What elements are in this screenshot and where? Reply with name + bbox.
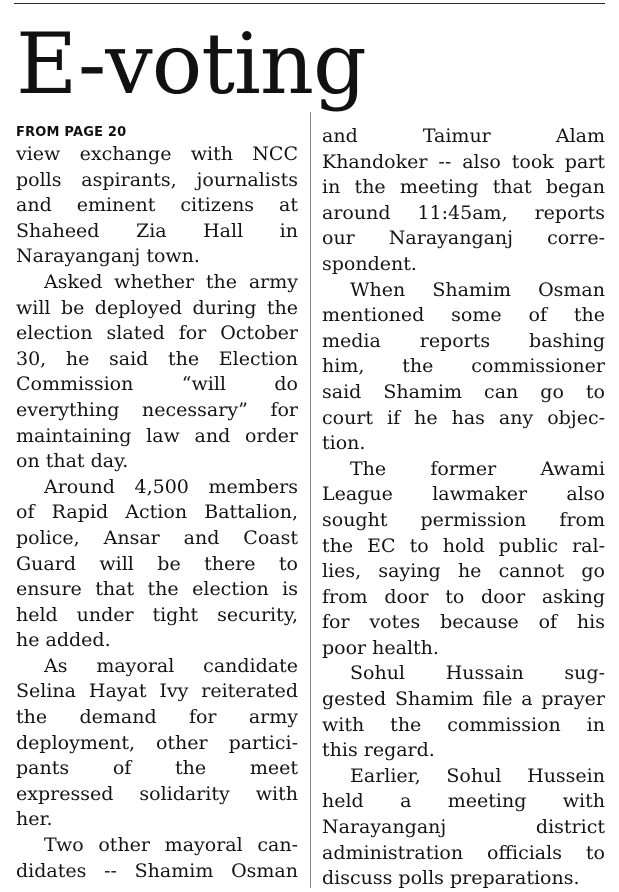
body-text-line: election slated for October bbox=[16, 322, 298, 345]
column-divider bbox=[310, 112, 311, 888]
body-text-line: held a meeting with bbox=[322, 790, 605, 813]
body-text-line: Asked whether the army bbox=[44, 270, 298, 293]
body-text-line: on that day. bbox=[16, 450, 129, 473]
body-text-line: said Shamim can go to bbox=[322, 380, 605, 403]
body-text-line: Commission “will do bbox=[16, 373, 298, 396]
body-text-line: and Taimur Alam bbox=[322, 125, 605, 147]
body-text-line: media reports bashing bbox=[322, 329, 605, 352]
body-text-line: Sohul Hussain sug- bbox=[350, 662, 605, 685]
body-text-line: Narayanganj district bbox=[322, 816, 605, 839]
article-column-right bbox=[322, 124, 605, 892]
body-text-line: from door to door asking bbox=[322, 585, 605, 608]
body-text-line: of Rapid Action Battalion, bbox=[16, 501, 298, 524]
body-text-line: spondent. bbox=[322, 252, 417, 275]
body-text-line: The former Awami bbox=[350, 457, 605, 480]
body-text-line: held under tight security, bbox=[16, 603, 298, 626]
body-text-line: him, the commissioner bbox=[322, 355, 605, 378]
body-text-line: the demand for army bbox=[16, 706, 298, 729]
body-text-line: When Shamim Osman bbox=[350, 278, 605, 301]
body-text-line: Shaheed Zia Hall in bbox=[16, 219, 298, 242]
body-text-line: Two other mayoral can- bbox=[44, 834, 298, 857]
article-column-left bbox=[16, 124, 298, 884]
body-text-line: Khandoker -- also took part bbox=[322, 150, 605, 173]
body-text-line: lies, saying he cannot go bbox=[322, 560, 605, 583]
body-text-line: poor health. bbox=[322, 636, 439, 659]
body-text-line: didates -- Shamim Osman bbox=[16, 859, 298, 882]
body-text-line: ensure that the election is bbox=[16, 578, 298, 601]
body-text-line: police, Ansar and Coast bbox=[16, 526, 298, 549]
body-text-line: 30, he said the Election bbox=[16, 347, 298, 370]
body-text-line: in the meeting that began bbox=[322, 176, 605, 199]
body-text-line: expressed solidarity with bbox=[16, 782, 298, 805]
top-rule bbox=[14, 3, 605, 4]
body-text-line: tion. bbox=[322, 432, 366, 455]
body-text-line: he added. bbox=[16, 629, 111, 652]
jump-label: FROM PAGE 20 bbox=[16, 125, 127, 140]
body-text-line: sought permission from bbox=[322, 508, 605, 531]
body-text-line: gested Shamim file a prayer bbox=[322, 688, 605, 711]
body-text-line: pants of the meet bbox=[16, 757, 298, 780]
body-text-line: mentioned some of the bbox=[322, 304, 605, 327]
body-text-line: this regard. bbox=[322, 739, 435, 762]
body-text-line: court if he has any objec- bbox=[322, 406, 605, 429]
body-text-line: will be deployed during the bbox=[16, 296, 298, 319]
body-text-line: Selina Hayat Ivy reiterated bbox=[16, 680, 298, 703]
body-text-line: deployment, other partici- bbox=[16, 731, 298, 754]
body-text-line: Narayanganj town. bbox=[16, 245, 200, 268]
body-text-line: the EC to hold public ral- bbox=[322, 534, 605, 557]
body-text-line: view exchange with NCC bbox=[16, 143, 298, 165]
body-text-line: League lawmaker also bbox=[322, 483, 605, 506]
body-text-line: our Narayanganj corre- bbox=[322, 227, 605, 250]
body-text-line: around 11:45am, reports bbox=[322, 201, 605, 224]
body-text-line: Guard will be there to bbox=[16, 552, 298, 575]
body-text-line: Earlier, Sohul Hussein bbox=[350, 764, 605, 787]
body-text-line: As mayoral candidate bbox=[44, 654, 298, 677]
body-text-line: with the commission in bbox=[322, 713, 605, 736]
body-text-line: polls aspirants, journalists bbox=[16, 168, 298, 191]
body-text-line: for votes because of his bbox=[322, 611, 605, 634]
body-text-line: everything necessary” for bbox=[16, 398, 298, 421]
body-text-line: Around 4,500 members bbox=[44, 475, 298, 498]
body-text-line: and eminent citizens at bbox=[16, 194, 298, 217]
body-text-line: her. bbox=[16, 808, 53, 831]
headline: E-voting bbox=[16, 15, 366, 113]
body-text-line: administration officials to bbox=[322, 841, 605, 864]
body-text-line: discuss polls preparations. bbox=[322, 867, 580, 890]
body-text-line: maintaining law and order bbox=[16, 424, 298, 447]
